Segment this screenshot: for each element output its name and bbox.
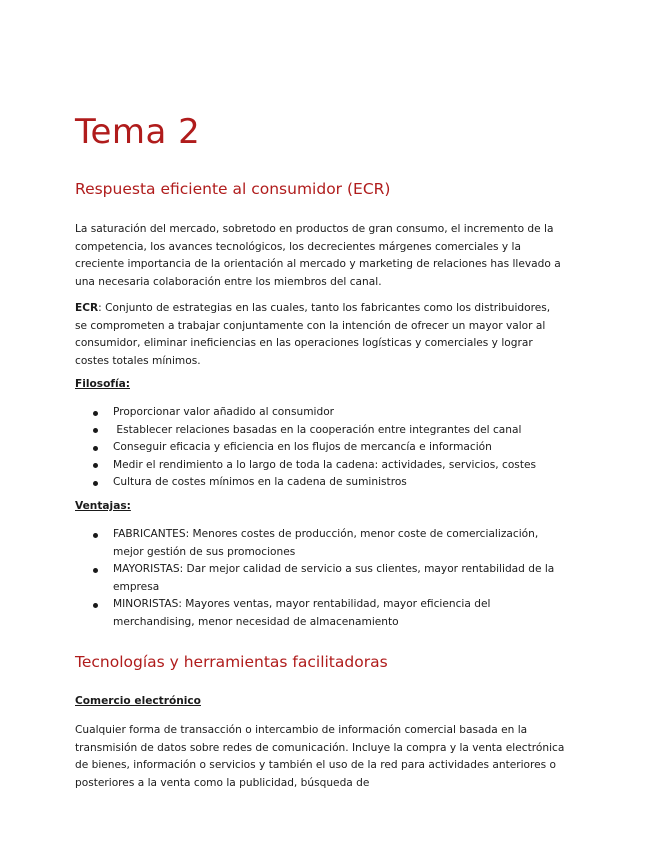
list-item: Proporcionar valor añadido al consumidor <box>75 404 565 422</box>
list-item: FABRICANTES: Menores costes de producción, menor coste de comercialización, mejor gestión de sus promociones <box>75 526 565 561</box>
filosofia-list <box>75 404 565 492</box>
ecr-term: ECR <box>75 302 99 314</box>
list-item: Establecer relaciones basadas en la cooperación entre integrantes del canal <box>75 422 565 440</box>
ecr-definition-paragraph <box>75 300 565 370</box>
list-item: MINORISTAS: Mayores ventas, mayor rentabilidad, mayor eficiencia del merchandising, menor necesidad de almacenamiento <box>75 596 565 631</box>
list-item: MAYORISTAS: Dar mejor calidad de servicio a sus clientes, mayor rentabilidad de la empresa <box>75 561 565 596</box>
comercio-electronico-subheading: Comercio electrónico <box>75 695 201 707</box>
ventajas-subheading: Ventajas: <box>75 500 131 512</box>
section-heading-tecnologias: Tecnologías y herramientas facilitadoras <box>75 653 388 671</box>
filosofia-subheading: Filosofía: <box>75 378 130 390</box>
section-heading-ecr: Respuesta eficiente al consumidor (ECR) <box>75 180 391 198</box>
list-item: Medir el rendimiento a lo largo de toda la cadena: actividades, servicios, costes <box>75 457 565 475</box>
ventajas-list <box>75 526 565 631</box>
comercio-electronico-paragraph: Cualquier forma de transacción o intercambio de información comercial basada en la transmisión de datos sobre redes de comunicación. Incluye la compra y la venta electrónica de bienes, información o servicios y también el uso de la red para actividades anteriores o posteriores a la venta como la publicidad, búsqueda de <box>75 724 565 789</box>
list-item: Conseguir eficacia y eficiencia en los flujos de mercancía e información <box>75 439 565 457</box>
intro-paragraph: La saturación del mercado, sobretodo en productos de gran consumo, el incremento de la competencia, los avances tecnológicos, los decrecientes márgenes comerciales y la creciente importancia de la orientación al mercado y marketing de relaciones has llevado a una necesaria colaboración entre los miembros del canal. <box>75 223 561 288</box>
list-item: Cultura de costes mínimos en la cadena de suministros <box>75 474 565 492</box>
page-title: Tema 2 <box>75 112 201 152</box>
ecr-definition-text: : Conjunto de estrategias en las cuales, tanto los fabricantes como los distribuidores, se comprometen a trabajar conjuntamente con la intención de ofrecer un mayor valor al consumidor, eliminar ineficiencias en las operaciones logísticas y comerciales y lograr costes totales mínimos. <box>75 302 551 367</box>
